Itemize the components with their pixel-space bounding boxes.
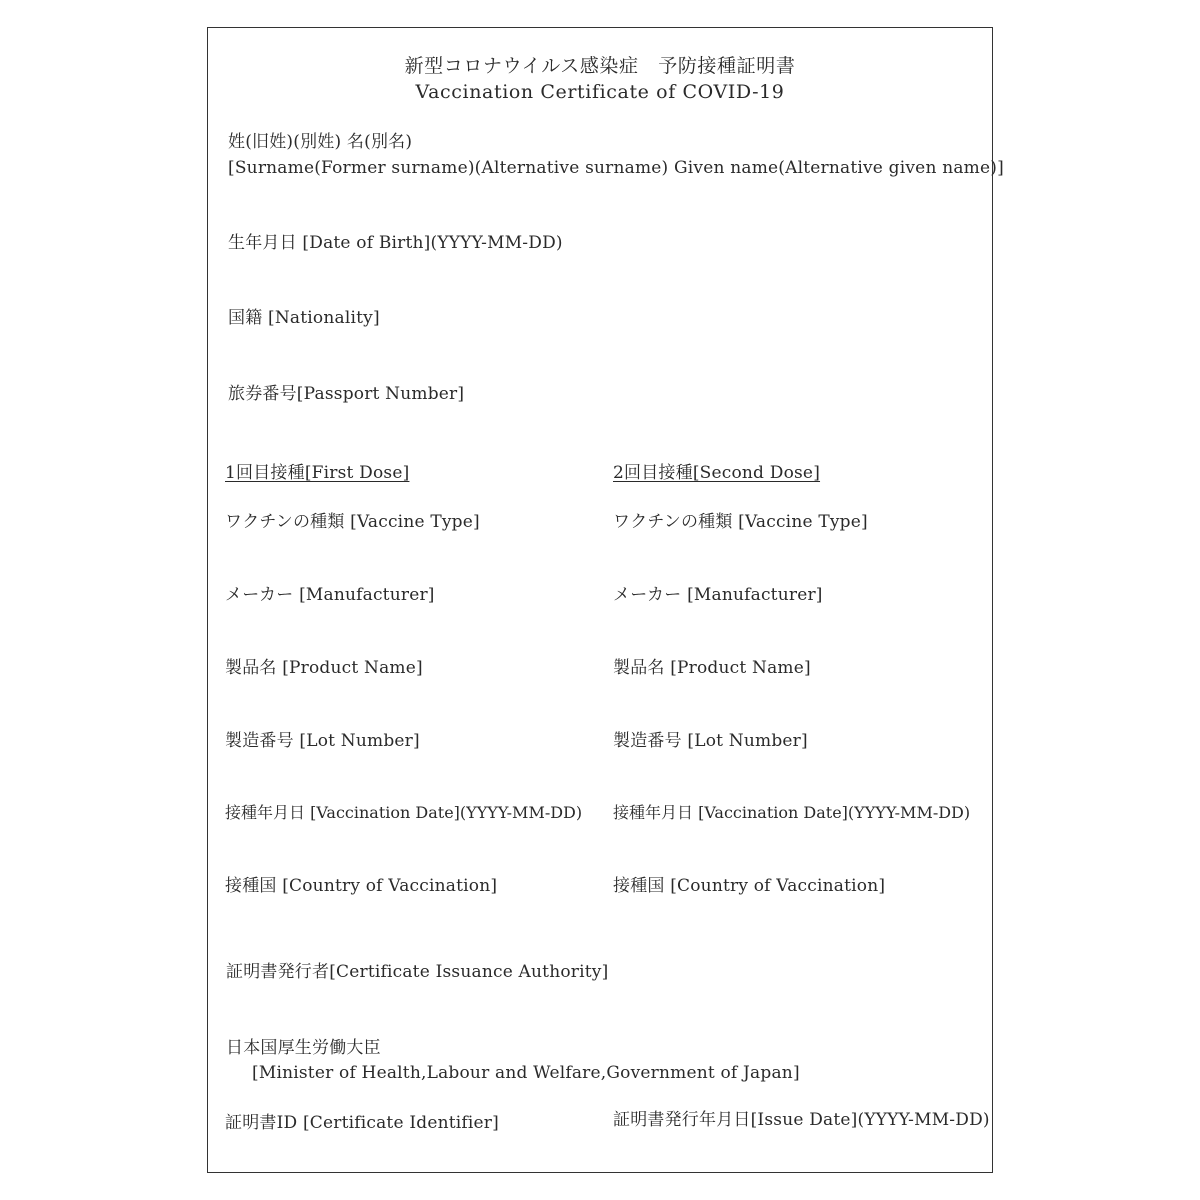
second-dose-heading: 2回目接種[Second Dose] [613, 463, 821, 483]
first-dose-product-name: 製品名 [Product Name] [225, 658, 423, 678]
issuer-name-japanese: 日本国厚生労働大臣 [226, 1038, 381, 1058]
title-japanese: 新型コロナウイルス感染症 予防接種証明書 [404, 55, 796, 77]
title-english: Vaccination Certificate of COVID-19 [415, 81, 785, 103]
passport-number-label: 旅券番号[Passport Number] [228, 384, 465, 404]
first-dose-heading: 1回目接種[First Dose] [225, 463, 410, 483]
second-dose-vaccine-type: ワクチンの種類 [Vaccine Type] [613, 512, 868, 532]
name-label-english: [Surname(Former surname)(Alternative surname) Given name(Alternative given name)] [228, 158, 1004, 178]
second-dose-country: 接種国 [Country of Vaccination] [613, 876, 886, 896]
issue-date-label: 証明書発行年月日[Issue Date](YYYY-MM-DD) [613, 1110, 990, 1130]
second-dose-vaccination-date: 接種年月日 [Vaccination Date](YYYY-MM-DD) [613, 803, 971, 822]
first-dose-lot-number: 製造番号 [Lot Number] [225, 731, 420, 751]
second-dose-lot-number: 製造番号 [Lot Number] [613, 731, 808, 751]
certificate-id-label: 証明書ID [Certificate Identifier] [225, 1113, 499, 1133]
name-label-japanese: 姓(旧姓)(別姓) 名(別名) [228, 132, 413, 152]
first-dose-manufacturer: メーカー [Manufacturer] [225, 585, 435, 605]
first-dose-vaccination-date: 接種年月日 [Vaccination Date](YYYY-MM-DD) [225, 803, 583, 822]
issuance-authority-label: 証明書発行者[Certificate Issuance Authority] [226, 962, 609, 982]
second-dose-product-name: 製品名 [Product Name] [613, 658, 811, 678]
nationality-label: 国籍 [Nationality] [228, 308, 380, 328]
first-dose-vaccine-type: ワクチンの種類 [Vaccine Type] [225, 512, 480, 532]
date-of-birth-label: 生年月日 [Date of Birth](YYYY-MM-DD) [228, 233, 563, 253]
issuer-name-english: [Minister of Health,Labour and Welfare,Government of Japan] [252, 1063, 800, 1083]
first-dose-country: 接種国 [Country of Vaccination] [225, 876, 498, 896]
second-dose-manufacturer: メーカー [Manufacturer] [613, 585, 823, 605]
